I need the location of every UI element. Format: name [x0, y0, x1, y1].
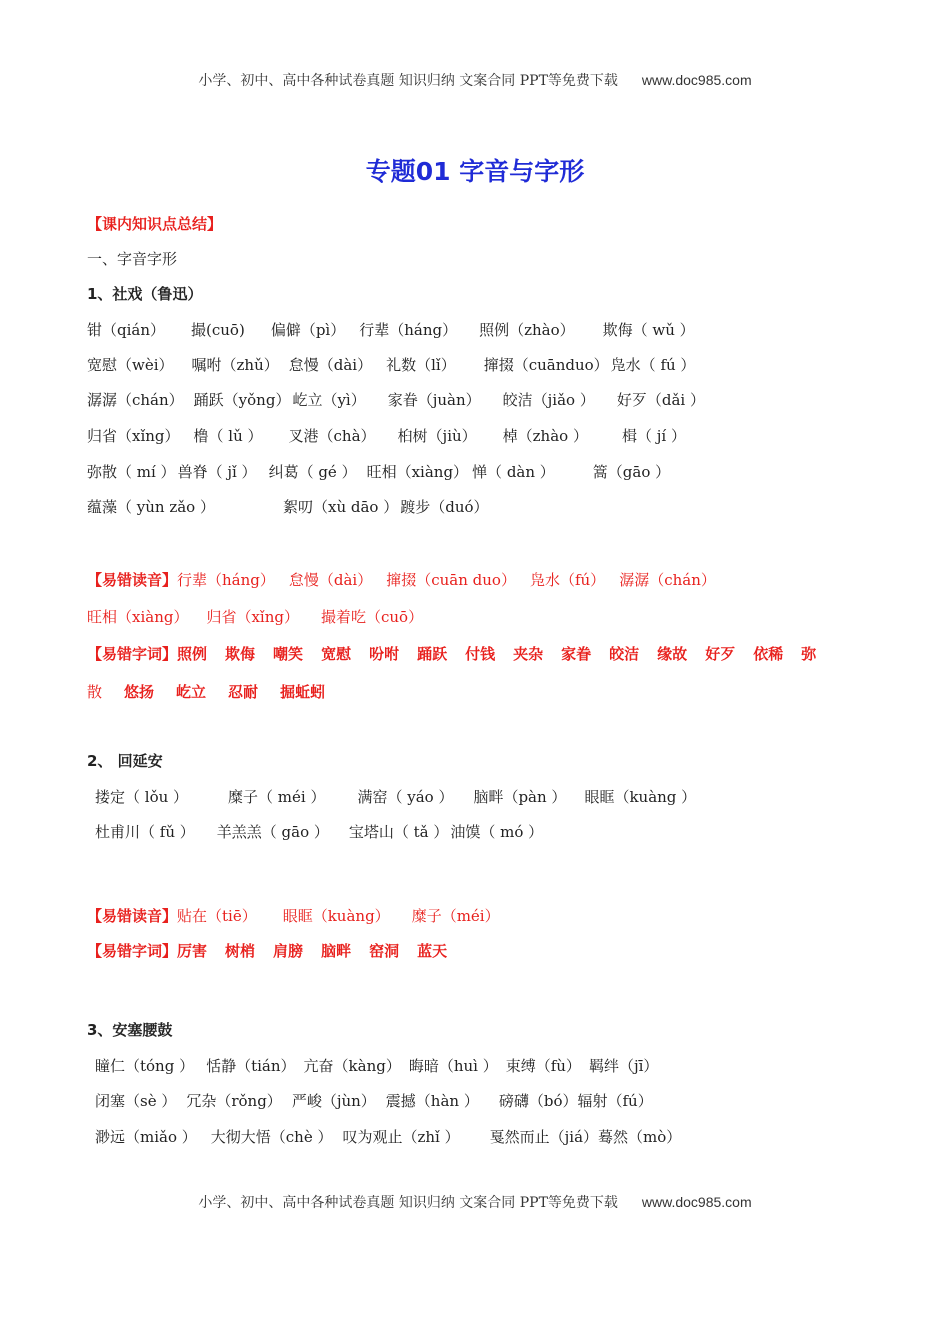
word-item: 纠葛（ gé ） — [268, 463, 357, 481]
footer-site: www.doc985.com — [641, 1194, 752, 1210]
sec1-row — [87, 355, 709, 375]
error-word: 吩咐 — [369, 645, 400, 663]
word-item: 宝塔山（ tǎ ） — [348, 823, 449, 841]
error-word: 散 — [87, 683, 103, 701]
word-item: 严峻（jùn） — [291, 1092, 376, 1110]
pron-label: 【易错读音】 — [87, 571, 178, 589]
word-item: 叹为观止（zhǐ ） — [342, 1128, 460, 1146]
word-item: 篙（gāo ） — [592, 463, 671, 481]
word-label: 【易错字词】 — [87, 942, 178, 960]
sec2-word-line — [87, 941, 461, 961]
sec1-pron-line-2 — [87, 607, 437, 627]
error-word: 好歹 — [705, 645, 736, 663]
sec1-word-line — [87, 644, 816, 664]
pron-label: 【易错读音】 — [87, 907, 178, 925]
error-word: 欺侮 — [225, 645, 256, 663]
word-item: 蓦然（mò） — [598, 1128, 682, 1146]
word-item: 晦暗（huì ） — [408, 1057, 498, 1075]
sec1-word-line-2 — [87, 682, 339, 702]
word-item: 弥散（ mí ） — [87, 463, 176, 481]
word-item: 絮叨（xù dāo ） — [282, 498, 399, 516]
pron-item: 旺相（xiàng） — [87, 608, 189, 626]
sec1-row — [87, 320, 709, 340]
word-item: 杜甫川（ fǔ ） — [95, 823, 195, 841]
sec2-row — [95, 787, 710, 807]
word-item: 眼眶（kuàng ） — [584, 788, 697, 806]
error-word: 夹杂 — [513, 645, 544, 663]
word-item: 冗杂（rǒng） — [186, 1092, 282, 1110]
pron-item: 行辈（háng） — [177, 571, 275, 589]
error-word: 付钱 — [465, 645, 496, 663]
word-item: 震撼（hàn ） — [385, 1092, 479, 1110]
pron-item: 凫水（fú） — [529, 571, 606, 589]
word-label: 【易错字词】 — [87, 645, 178, 663]
sec2-row — [95, 822, 557, 842]
word-item: 渺远（miǎo ） — [95, 1128, 197, 1146]
word-item: 戛然而止（jiá） — [489, 1128, 599, 1146]
word-item: 恬静（tián） — [206, 1057, 296, 1075]
word-item: 棹（zhào ） — [502, 427, 588, 445]
word-item: 束缚（fù） — [505, 1057, 581, 1075]
pron-item: 眼眶（kuàng） — [282, 907, 390, 925]
word-item: 欺侮（ wǔ ） — [602, 321, 695, 339]
error-word: 屹立 — [176, 683, 207, 701]
sec3-row — [95, 1091, 667, 1111]
word-item: 好歹（dǎi ） — [616, 391, 705, 409]
error-word: 掘蚯蚓 — [280, 683, 326, 701]
part-one-heading: 一、字音字形 — [87, 250, 178, 268]
pron-item: 贴在（tiē） — [177, 907, 257, 925]
error-word: 照例 — [177, 645, 208, 663]
word-item: 油馍（ mó ） — [450, 823, 544, 841]
sec3-row — [95, 1127, 695, 1147]
word-item: 楫（ jí ） — [621, 427, 686, 445]
word-item: 羁绊（jī） — [588, 1057, 659, 1075]
word-item: 闭塞（sè ） — [95, 1092, 177, 1110]
word-item: 礼数（lǐ） — [386, 356, 456, 374]
word-item: 踱步（duó） — [400, 498, 489, 516]
word-item: 满窑（ yáo ） — [357, 788, 454, 806]
word-item: 橹（ lǔ ） — [193, 427, 263, 445]
word-item: 踊跃（yǒng） — [193, 391, 291, 409]
word-item: 旺相（xiàng） — [366, 463, 469, 481]
error-word: 肩膀 — [273, 942, 304, 960]
sec1-heading: 1、社戏（鲁迅） — [87, 285, 203, 303]
word-item: 宽慰（wèi） — [87, 356, 174, 374]
pron-item: 撮着吃（cuō） — [321, 608, 424, 626]
error-word: 窑洞 — [369, 942, 400, 960]
word-item: 蕴藻（ yùn zǎo ） — [87, 498, 215, 516]
word-item: 皎洁（jiǎo ） — [502, 391, 595, 409]
sec1-row — [87, 497, 503, 517]
pron-item: 糜子（méi） — [411, 907, 500, 925]
error-word: 依稀 — [753, 645, 784, 663]
word-item: 偏僻（pì） — [270, 321, 346, 339]
error-word: 皎洁 — [609, 645, 640, 663]
pron-item: 怠慢（dài） — [288, 571, 373, 589]
sec1-row — [87, 462, 684, 482]
document-title: 专题01 字音与字形 — [365, 157, 585, 186]
page-footer — [0, 1192, 950, 1212]
word-item: 瞳仁（tóng ） — [95, 1057, 195, 1075]
word-item: 嘱咐（zhǔ） — [191, 356, 279, 374]
sec1-row — [87, 390, 719, 410]
word-item: 磅礴（bó） — [498, 1092, 578, 1110]
word-item: 搂定（ lǒu ） — [95, 788, 189, 806]
error-word: 蓝天 — [417, 942, 448, 960]
pron-item: 撺掇（cuān duo） — [386, 571, 516, 589]
error-word: 缘故 — [657, 645, 688, 663]
summary-label: 【课内知识点总结】 — [87, 215, 223, 233]
error-word: 悠扬 — [124, 683, 155, 701]
error-word: 宽慰 — [321, 645, 352, 663]
word-item: 辐射（fú） — [577, 1092, 653, 1110]
sec1-row — [87, 426, 700, 446]
word-item: 糜子（ méi ） — [228, 788, 326, 806]
word-item: 兽脊（ jǐ ） — [177, 463, 257, 481]
word-item: 钳（qián） — [87, 321, 166, 339]
sec1-pron-line — [87, 570, 730, 590]
word-item: 脑畔（pàn ） — [473, 788, 567, 806]
word-item: 桕树（jiù） — [397, 427, 477, 445]
sec2-pron-line — [87, 906, 514, 926]
word-item: 惮（ dàn ） — [472, 463, 555, 481]
sec3-row — [95, 1056, 672, 1076]
word-item: 归省（xǐng） — [87, 427, 180, 445]
word-item: 亢奋（kàng） — [303, 1057, 401, 1075]
footer-text: 小学、初中、高中各种试卷真题 知识归纳 文案合同 PPT等免费下载 — [198, 1195, 618, 1211]
word-item: 大彻大悟（chè ） — [210, 1128, 333, 1146]
pron-item: 归省（xǐng） — [206, 608, 299, 626]
error-word: 忍耐 — [228, 683, 259, 701]
word-item: 羊羔羔（ gāo ） — [216, 823, 329, 841]
word-item: 照例（zhào） — [479, 321, 575, 339]
error-word: 树梢 — [225, 942, 256, 960]
error-word: 脑畔 — [321, 942, 352, 960]
word-item: 撺掇（cuānduo） — [483, 356, 609, 374]
sec2-heading: 2、 回延安 — [87, 752, 163, 770]
word-item: 撮(cuō) — [191, 321, 245, 339]
word-item: 行辈（háng） — [359, 321, 458, 339]
word-item: 怠慢（dài） — [288, 356, 373, 374]
word-item: 屹立（yì） — [292, 391, 366, 409]
header-site: www.doc985.com — [641, 72, 752, 88]
error-word: 踊跃 — [417, 645, 448, 663]
header-text: 小学、初中、高中各种试卷真题 知识归纳 文案合同 PPT等免费下载 — [198, 73, 618, 89]
sec3-heading: 3、安塞腰鼓 — [87, 1021, 173, 1039]
error-word: 厉害 — [177, 942, 208, 960]
error-word: 家眷 — [561, 645, 592, 663]
page-header — [0, 70, 950, 90]
word-item: 家眷（juàn） — [387, 391, 481, 409]
word-item: 凫水（ fú ） — [610, 356, 696, 374]
pron-item: 潺潺（chán） — [619, 571, 716, 589]
error-word: 弥 — [801, 645, 817, 663]
error-word: 嘲笑 — [273, 645, 304, 663]
word-item: 潺潺（chán） — [87, 391, 184, 409]
word-item: 叉港（chà） — [288, 427, 376, 445]
